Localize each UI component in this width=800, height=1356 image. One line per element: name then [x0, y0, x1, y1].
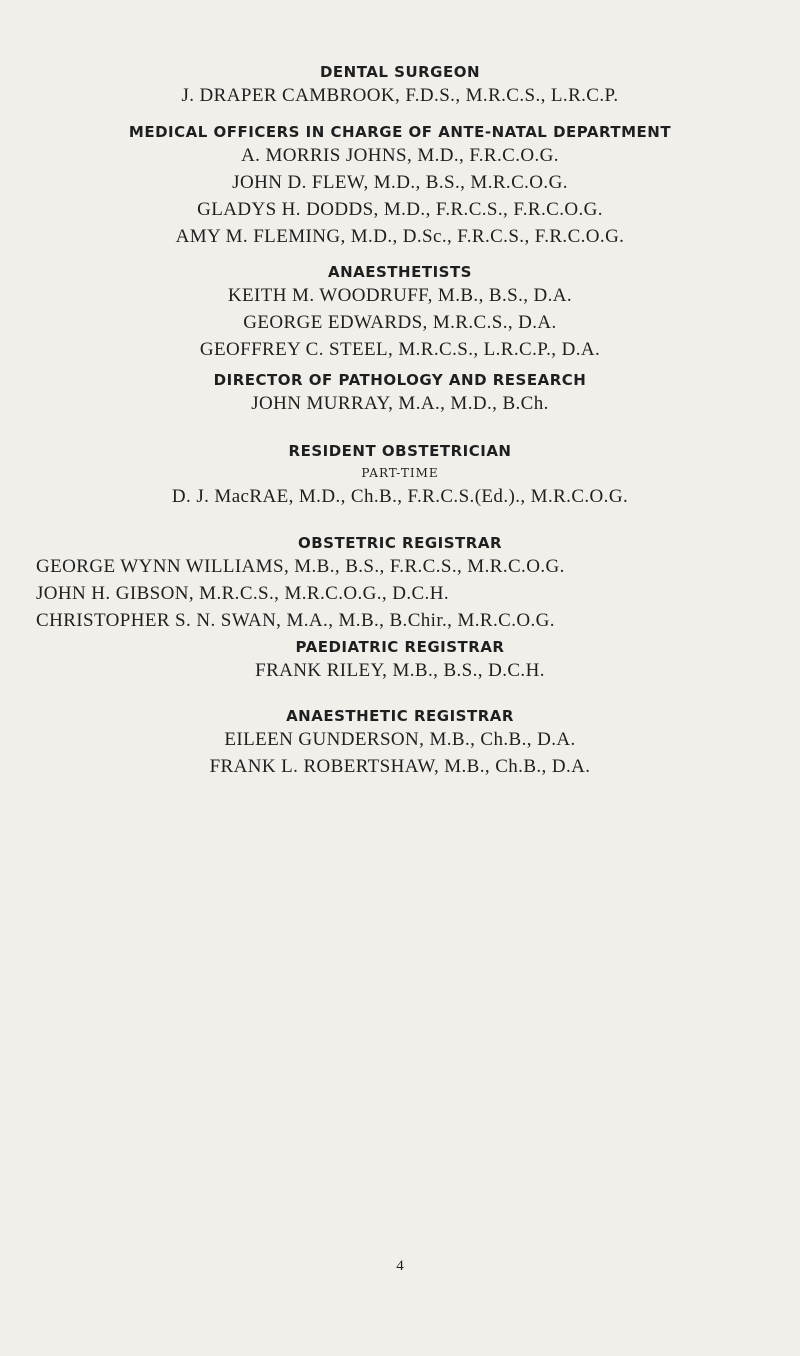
section-anaesthetists — [0, 262, 800, 363]
name-list — [0, 553, 800, 634]
name-entry: GEORGE EDWARDS, M.R.C.S., D.A. — [243, 312, 557, 333]
section-heading: MEDICAL OFFICERS IN CHARGE OF ANTE-NATAL DEPARTMENT — [128, 123, 672, 141]
name-entry: GEORGE WYNN WILLIAMS, M.B., B.S., F.R.C.S., M.R.C.O.G. — [36, 556, 565, 577]
name-list — [0, 82, 800, 109]
section-heading: DENTAL SURGEON — [319, 63, 481, 81]
section-heading: DIRECTOR OF PATHOLOGY AND RESEARCH — [213, 371, 587, 389]
name-entry: FRANK RILEY, M.B., B.S., D.C.H. — [255, 660, 545, 681]
name-entry: KEITH M. WOODRUFF, M.B., B.S., D.A. — [227, 285, 573, 306]
name-list — [0, 282, 800, 363]
section-paediatric-registrar — [0, 637, 800, 684]
section-heading: OBSTETRIC REGISTRAR — [298, 534, 502, 552]
section-subheading: PART-TIME — [361, 466, 439, 480]
section-heading: ANAESTHETISTS — [327, 263, 472, 281]
section-heading: PAEDIATRIC REGISTRAR — [295, 638, 505, 656]
name-list — [0, 142, 800, 250]
name-entry: A. MORRIS JOHNS, M.D., F.R.C.O.G. — [241, 145, 559, 166]
name-entry: CHRISTOPHER S. N. SWAN, M.A., M.B., B.Chir., M.R.C.O.G. — [36, 610, 555, 631]
name-entry: D. J. MacRAE, M.D., Ch.B., F.R.C.S.(Ed.)., M.R.C.O.G. — [171, 486, 629, 507]
section-director-pathology — [0, 370, 800, 417]
name-entry: JOHN H. GIBSON, M.R.C.S., M.R.C.O.G., D.C.H. — [36, 583, 449, 604]
name-entry: JOHN MURRAY, M.A., M.D., B.Ch. — [251, 393, 549, 414]
name-list — [0, 390, 800, 417]
name-entry: J. DRAPER CAMBROOK, F.D.S., M.R.C.S., L.R.C.P. — [181, 85, 619, 106]
section-ante-natal-officers — [0, 122, 800, 250]
section-heading: ANAESTHETIC REGISTRAR — [286, 707, 514, 725]
name-entry: AMY M. FLEMING, M.D., D.Sc., F.R.C.S., F.R.C.O.G. — [175, 226, 625, 247]
name-entry: GLADYS H. DODDS, M.D., F.R.C.S., F.R.C.O.G. — [197, 199, 603, 220]
name-list — [0, 483, 800, 510]
page-number: 4 — [396, 1258, 404, 1274]
name-list — [0, 657, 800, 684]
name-entry: GEOFFREY C. STEEL, M.R.C.S., L.R.C.P., D.A. — [199, 339, 601, 360]
section-heading: RESIDENT OBSTETRICIAN — [288, 442, 512, 460]
name-entry: EILEEN GUNDERSON, M.B., Ch.B., D.A. — [224, 729, 576, 750]
name-entry: FRANK L. ROBERTSHAW, M.B., Ch.B., D.A. — [209, 756, 591, 777]
name-list — [0, 726, 800, 780]
section-obstetric-registrar — [0, 533, 800, 634]
section-dental-surgeon — [0, 62, 800, 109]
section-resident-obstetrician — [0, 441, 800, 510]
section-anaesthetic-registrar — [0, 706, 800, 780]
name-entry: JOHN D. FLEW, M.D., B.S., M.R.C.O.G. — [232, 172, 568, 193]
